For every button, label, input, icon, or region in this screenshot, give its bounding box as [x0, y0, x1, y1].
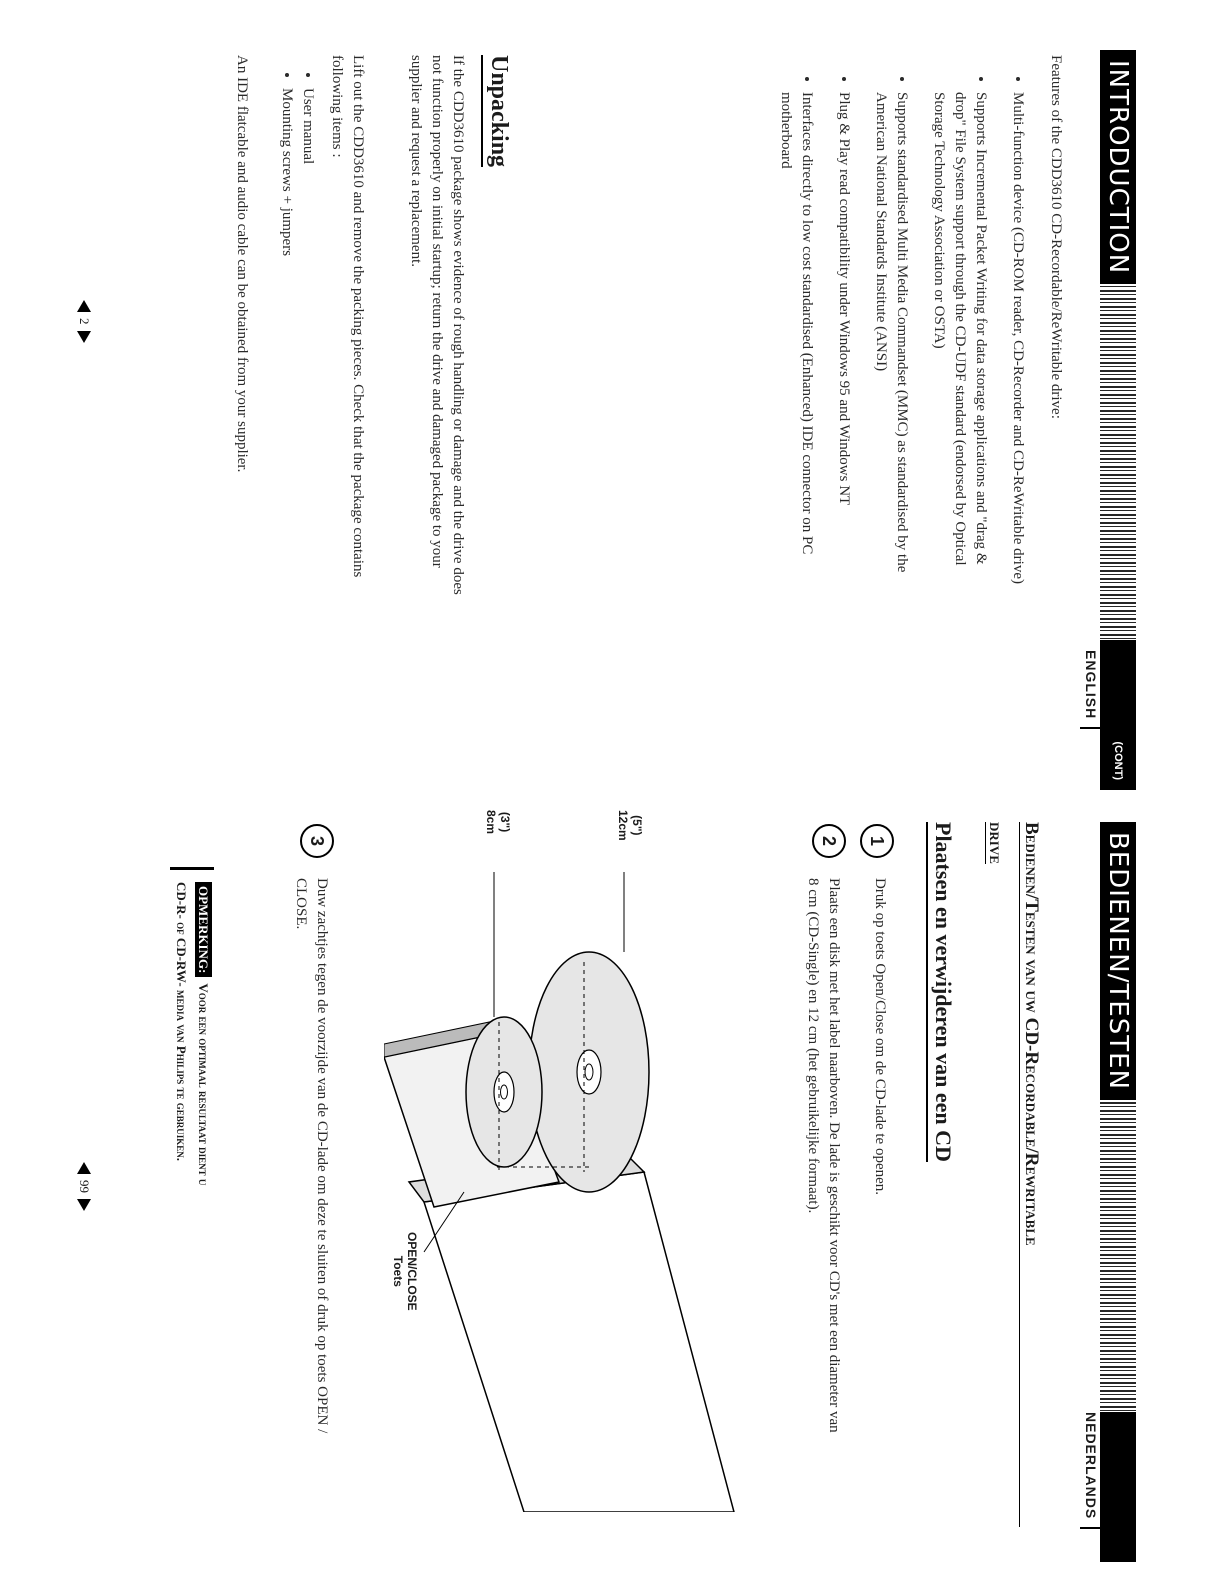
step-number-3: 3: [300, 824, 334, 858]
list-item: • Supports standardised Multi Media Commandset (MMC) as standardised by the American National Standards Institute (ANSI): [870, 92, 912, 590]
page-number: 2: [76, 300, 92, 343]
header-block: [1100, 1412, 1136, 1562]
list-item: • Mounting screws + jumpers: [276, 88, 297, 470]
header-title: INTRODUCTION: [1100, 50, 1136, 284]
page-header: [1100, 822, 1136, 1562]
language-label: ENGLISH: [1080, 650, 1102, 729]
unpacking-paragraph-2: Lift out the CDD3610 and remove the packing pieces. Check that the package contains following items :: [329, 55, 366, 578]
language-label: NEDERLANDS: [1080, 1412, 1102, 1529]
unpacking-paragraph-1: If the CDD3610 package shows evidence of rough handling or damage and the drive does not function properly on initial startup; return the drive and damaged package to your supplier and request a replacement.: [408, 55, 466, 595]
note-tag: OPMERKING:: [195, 882, 212, 977]
step-number-2: 2: [812, 824, 846, 858]
step-text-1: Druk op toets Open/Close om de CD-lade te openen.: [872, 878, 888, 1196]
left-arrow-icon: [77, 1162, 91, 1174]
unpacking-heading: Unpacking: [481, 55, 512, 167]
page-nederlands: [0, 792, 1224, 1584]
step-text-2: Plaats een disk met het label naarboven. De lade is geschikt voor CD's met een diameter van 8 cm (CD-Single) en 12 cm (het gebruikelijke formaat).: [805, 878, 842, 1433]
items-list: [276, 70, 318, 470]
right-arrow-icon: [77, 1199, 91, 1211]
disc-size-label-5in: (5") 12cm: [616, 810, 644, 841]
intro-text: Features of the CDD3610 CD-Recordable/ReWritable drive:: [1048, 55, 1064, 419]
cd-drive-illustration: [384, 872, 754, 1512]
note-text-1: Voor een optimaal resultaat dient u: [196, 983, 211, 1186]
step-text-3: Duw zachtjes tegen de voorzijde van de CD-lade om deze te sluiten of druk op toets OPEN / CLOSE.: [293, 878, 330, 1434]
section-heading: Plaatsen en verwijderen van een CD: [926, 822, 956, 1162]
sub-label: DRIVE: [987, 822, 1002, 864]
feature-list: [759, 70, 1028, 590]
note-box: [170, 867, 214, 1482]
list-item: • Supports Incremental Packet Writing for data storage applications and "drag & drop" File System support through the CD-UDF standard (endorsed by Optical Storage Technology Association or OSTA): [928, 92, 991, 590]
disc-size-label-3in: (3") 8cm: [484, 810, 512, 835]
list-item: • Plug & Play read compatibility under Windows 95 and Windows NT: [833, 92, 854, 590]
section-title: Bedienen/Testen van uw CD-Recordable/Rewritable: [1019, 822, 1042, 1527]
page-header: [1100, 50, 1136, 790]
cd-tray-figure: [384, 810, 754, 1512]
list-item: • Interfaces directly to low cost standardised (Enhanced) IDE connector on PC motherboard: [775, 92, 817, 590]
unpacking-paragraph-3: An IDE flatcable and audio cable can be obtained from your supplier.: [234, 55, 250, 473]
open-close-label: OPEN/CLOSE Toets: [391, 1232, 419, 1311]
list-item: • User manual: [297, 88, 318, 470]
note-text-2: CD-R- of CD-RW- media van Philips te gebruiken.: [174, 882, 189, 1162]
header-cont: (CONT): [1100, 640, 1136, 790]
step-number-1: 1: [860, 824, 894, 858]
right-arrow-icon: [77, 331, 91, 343]
left-arrow-icon: [77, 300, 91, 312]
header-title: BEDIENEN/TESTEN: [1100, 822, 1136, 1100]
list-item: • Multi-function device (CD-ROM reader, CD-Recorder and CD-ReWritable drive): [1007, 92, 1028, 590]
page-number: 99: [76, 1162, 92, 1211]
